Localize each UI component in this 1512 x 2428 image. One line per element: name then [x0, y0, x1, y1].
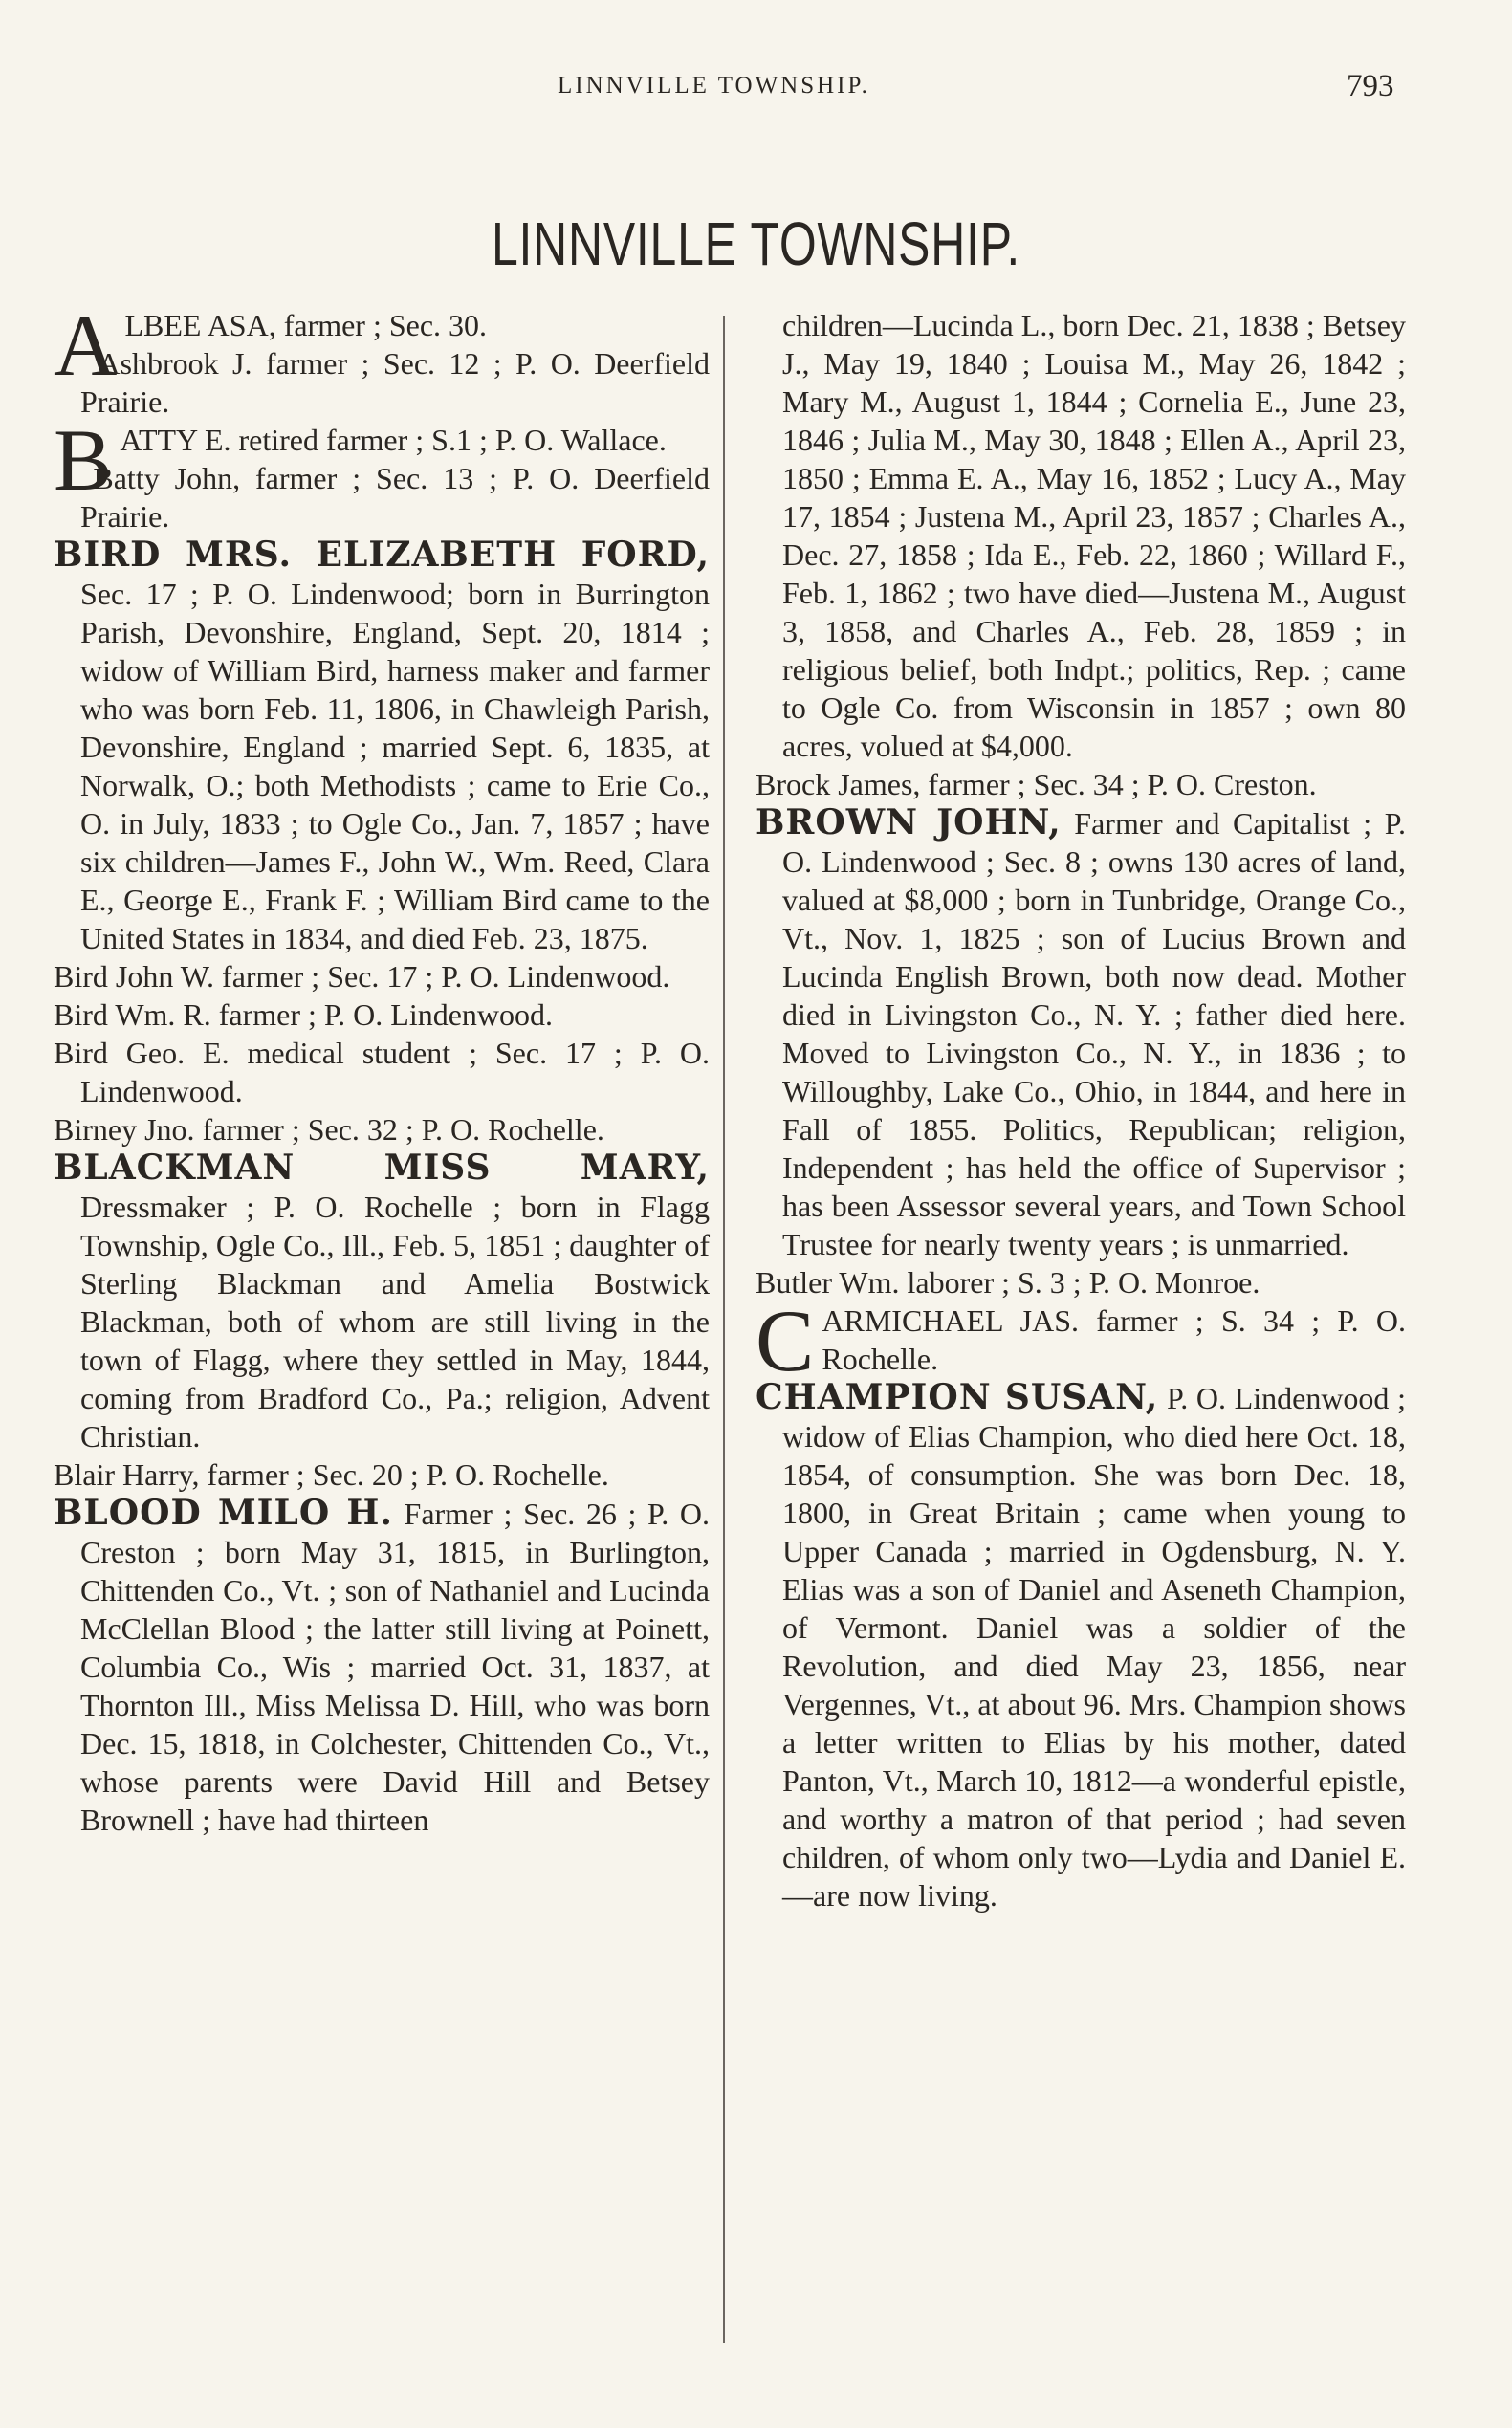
entry-text: Dressmaker ; P. O. Rochelle ; born in Flagg Township, Ogle Co., Ill., Feb. 5, 1851 ; daughter of Sterling Blackman and Amelia Bostwick Blackman, both of whom are still living in the town of Flagg, where they settled in May, 1844, coming from Bradford Co., Pa.; religion, Advent Christian.	[80, 1190, 710, 1454]
running-head	[0, 69, 1512, 111]
directory-entry	[54, 1148, 710, 1455]
entry-text: Ashbrook J. farmer ; Sec. 12 ; P. O. Deerfield Prairie.	[80, 346, 710, 419]
entry-text: Bird Wm. R. farmer ; P. O. Lindenwood.	[54, 997, 554, 1032]
entry-name: BROWN JOHN,	[756, 802, 1062, 842]
entry-name: BLACKMAN MISS MARY,	[54, 1148, 710, 1188]
column-divider	[723, 316, 725, 2343]
entry-text: Butler Wm. laborer ; S. 3 ; P. O. Monroe.	[756, 1265, 1260, 1300]
directory-entry	[756, 803, 1406, 1263]
entry-text: Birney Jno. farmer ; Sec. 32 ; P. O. Rochelle.	[54, 1112, 604, 1147]
entry-text: Sec. 17 ; P. O. Lindenwood; born in Burrington Parish, Devonshire, England, Sept. 20, 1814 ; widow of William Bird, harness maker and farmer who was born Feb. 11, 1806, in Chawleigh Parish, Devonshire, England ; married Sept. 6, 1835, at Norwalk, O.; both Methodists ; came to Erie Co., O. in July, 1833 ; to Ogle Co., Jan. 7, 1857 ; have six children—James F., John W., Wm. Reed, Clara E., George E., Frank F. ; William Bird came to the United States in 1834, and died Feb. 23, 1875.	[80, 577, 710, 955]
entry-text: children—Lucinda L., born Dec. 21, 1838 ; Betsey J., May 19, 1840 ; Louisa M., May 26, 1842 ; Mary M., August 1, 1844 ; Cornelia E., June 23, 1846 ; Julia M., May 30, 1848 ; Ellen A., April 23, 1850 ; Emma E. A., May 16, 1852 ; Lucy A., May 17, 1854 ; Justena M., April 23, 1857 ; Charles A., Dec. 27, 1858 ; Ida E., Feb. 22, 1860 ; Willard F., Feb. 1, 1862 ; two have died—Justena M., August 3, 1858, and Charles A., Feb. 28, 1859 ; in religious belief, both Indpt.; politics, Rep. ; came to Ogle Co. from Wisconsin in 1857 ; own 80 acres, volued at $4,000.	[782, 308, 1406, 763]
right-column	[756, 306, 1406, 1914]
directory-entry	[756, 765, 1406, 803]
left-column	[54, 296, 711, 1839]
directory-entry	[54, 1494, 710, 1839]
directory-entry	[54, 995, 710, 1034]
directory-entry	[54, 536, 710, 957]
entry-name: BIRD MRS. ELIZABETH FORD,	[54, 535, 710, 575]
entry-name: CHAMPION SUSAN,	[756, 1377, 1159, 1417]
drop-cap: C	[756, 1292, 815, 1389]
entry-name: BLOOD MILO H.	[54, 1493, 393, 1533]
directory-entry	[54, 1034, 710, 1110]
directory-entry	[756, 1263, 1406, 1301]
entry-text: Bird Geo. E. medical student ; Sec. 17 ; P. O. Lindenwood.	[54, 1036, 710, 1108]
entry-text: Farmer ; Sec. 26 ; P. O. Creston ; born May 31, 1815, in Burlington, Chittenden Co., Vt. ; son of Nathaniel and Lucinda McClellan Blood ; the latter still living at Poinett, Columbia Co., Wis ; married Oct. 31, 1837, at Thornton Ill., Miss Melissa D. Hill, who was born Dec. 15, 1818, in Colchester, Chittenden Co., Vt., whose parents were David Hill and Betsey Brownell ; have had thirteen	[80, 1497, 711, 1837]
drop-cap: B	[54, 411, 113, 509]
entry-text: LBEE ASA, farmer ; Sec. 30.	[124, 308, 488, 342]
directory-entry	[54, 1455, 710, 1494]
entry-text: Blair Harry, farmer ; Sec. 20 ; P. O. Rochelle.	[54, 1457, 609, 1492]
directory-entry	[756, 306, 1406, 765]
directory-entry	[54, 1110, 710, 1148]
entry-text: ARMICHAEL JAS. farmer ; S. 34 ; P. O. Rochelle.	[822, 1303, 1406, 1376]
running-title: LINNVILLE TOWNSHIP.	[558, 73, 870, 98]
entry-text: Bird John W. farmer ; Sec. 17 ; P. O. Lindenwood.	[54, 959, 670, 994]
directory-entry	[756, 1292, 1406, 1389]
page-number: 793	[1347, 69, 1394, 103]
drop-cap: A	[54, 296, 118, 394]
entry-text: Brock James, farmer ; Sec. 34 ; P. O. Creston.	[756, 767, 1317, 801]
directory-entry	[54, 459, 710, 536]
directory-entry	[54, 344, 710, 421]
directory-entry	[54, 957, 710, 995]
entry-text: ATTY E. retired farmer ; S.1 ; P. O. Wallace.	[120, 423, 667, 457]
entry-text: Farmer and Capitalist ; P. O. Lindenwood ; Sec. 8 ; owns 130 acres of land, valued at $8,000 ; born in Tunbridge, Orange Co., Vt., Nov. 1, 1825 ; son of Lucius Brown and Lucinda English Brown, both now dead. Mother died in Livingston Co., N. Y. ; father died here. Moved to Livingston Co., N. Y., in 1836 ; to Willoughby, Lake Co., Ohio, in 1844, and here in Fall of 1855. Politics, Republican; religion, Independent ; has held the office of Supervisor ; has been Assessor several years, and Town School Trustee for nearly twenty years ; is unmarried.	[782, 806, 1406, 1261]
entry-text: Batty John, farmer ; Sec. 13 ; P. O. Deerfield Prairie.	[80, 461, 710, 534]
chapter-title: LINNVILLE TOWNSHIP.	[491, 209, 1021, 278]
entry-text: P. O. Lindenwood ; widow of Elias Champion, who died here Oct. 18, 1854, of consumption. She was born Dec. 18, 1800, in Great Britain ; came when young to Upper Canada ; married in Ogdensburg, N. Y. Elias was a son of Daniel and Aseneth Champion, of Vermont. Daniel was a soldier of the Revolution, and died May 23, 1856, near Vergennes, Vt., at about 96. Mrs. Champion shows a letter written to Elias by his mother, dated Panton, Vt., March 10, 1812—a wonderful epistle, and worthy a matron of that period ; had seven children, of whom only two—Lydia and Daniel E.—are now living.	[782, 1381, 1406, 1913]
directory-entry	[756, 1378, 1406, 1914]
